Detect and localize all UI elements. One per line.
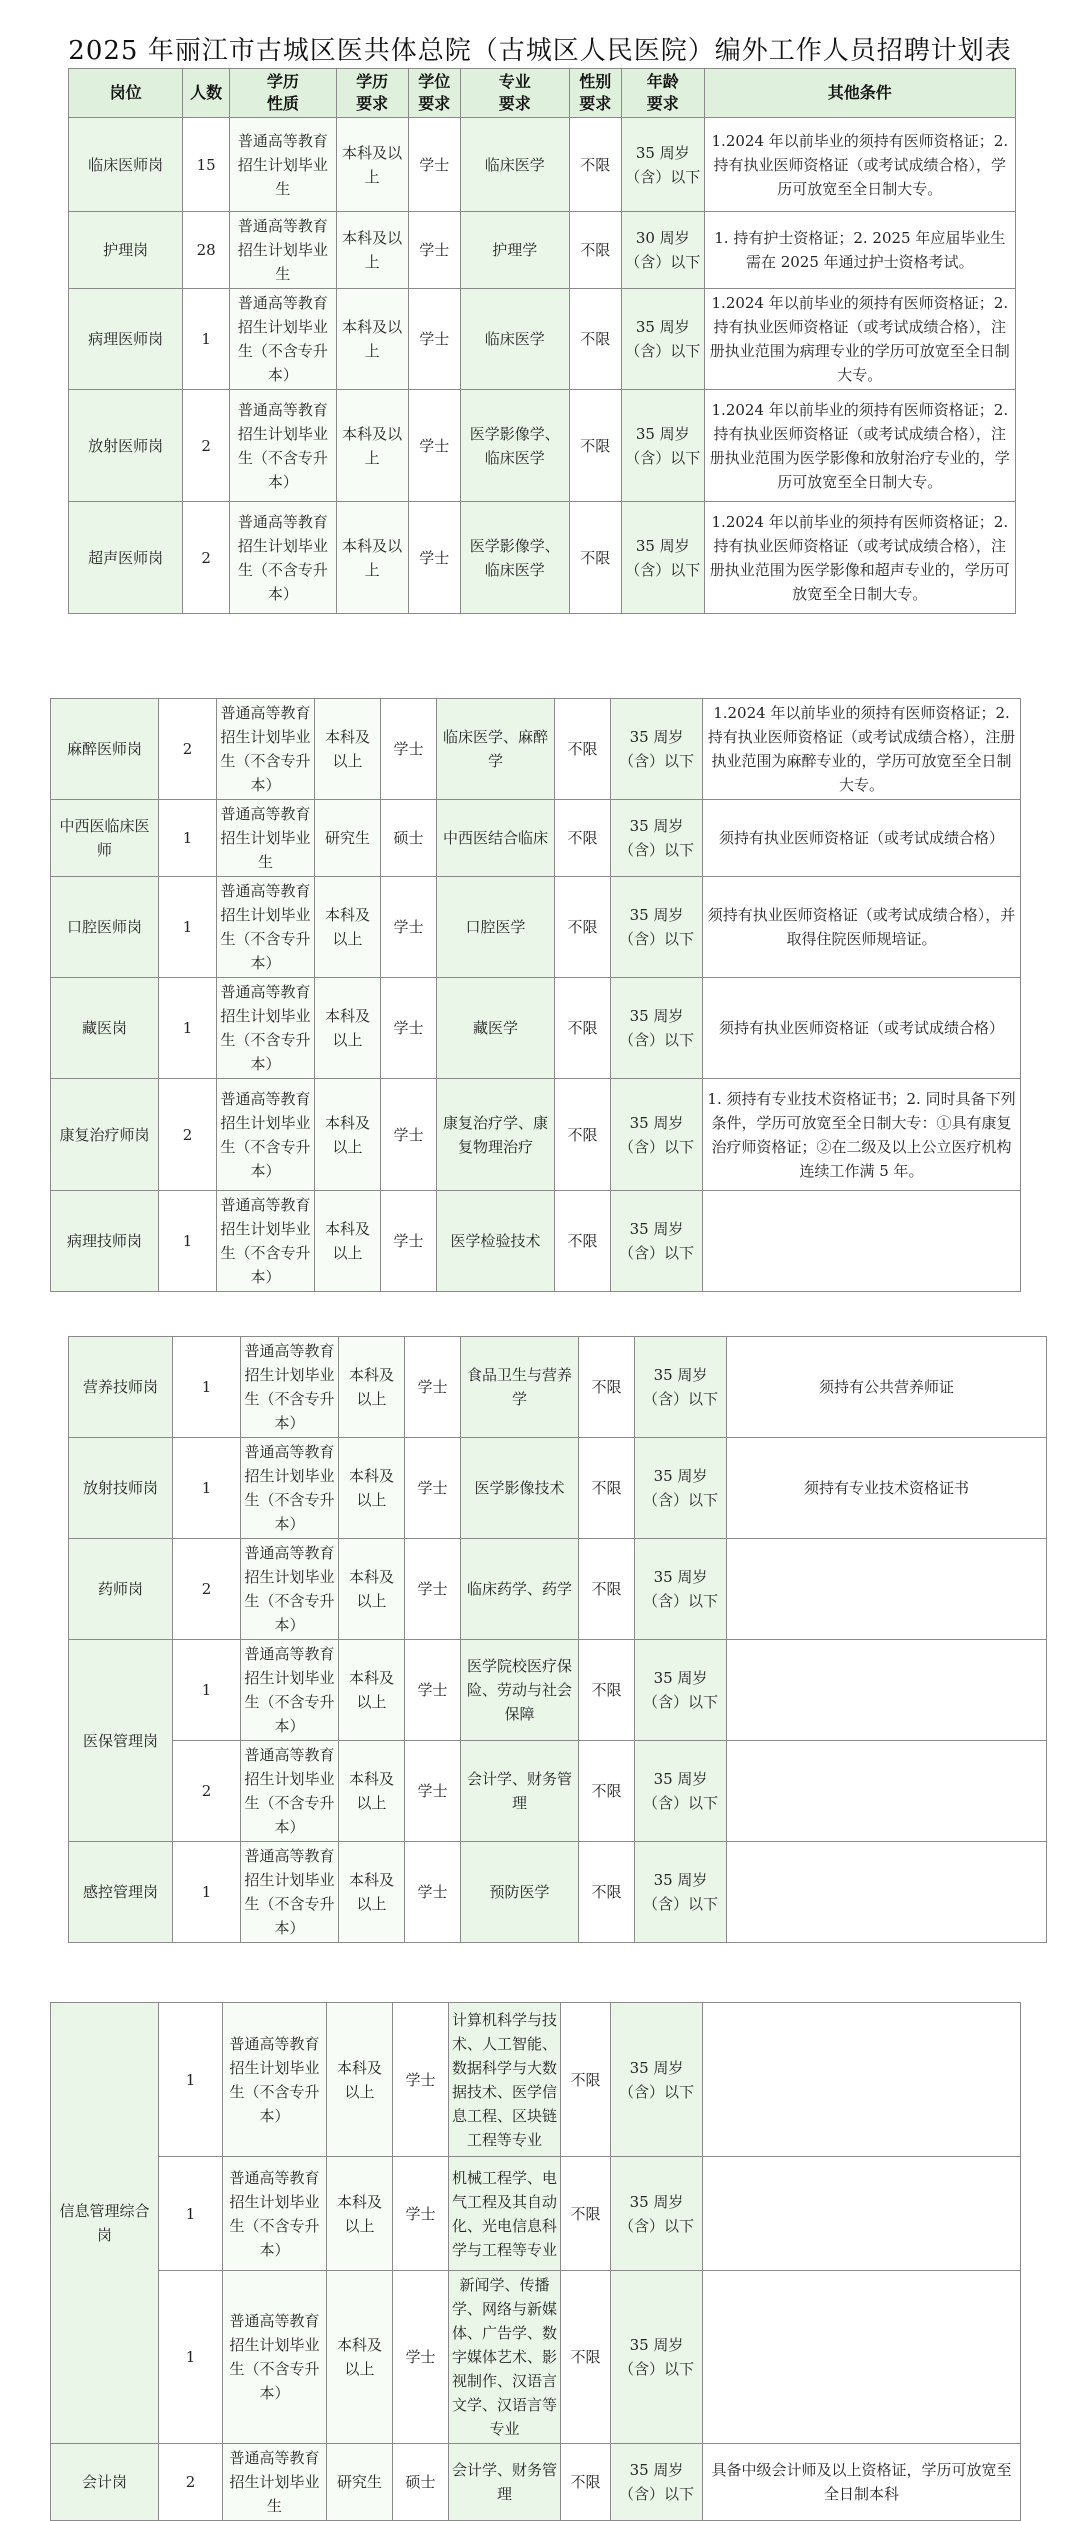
age-cell: 35 周岁（含）以下: [611, 1079, 703, 1191]
edu-nature-cell: 普通高等教育招生计划毕业生: [217, 800, 315, 877]
position-cell: 会计岗: [51, 2444, 159, 2521]
major-cell: 临床医学: [460, 118, 569, 212]
position-cell: 医保管理岗: [69, 1640, 173, 1842]
table-row: [51, 2003, 1021, 2157]
edu-nature-cell: 普通高等教育招生计划毕业生（不含专升本）: [217, 1079, 315, 1191]
age-cell: 35 周岁（含）以下: [611, 2444, 703, 2521]
count-cell: 1: [173, 1337, 241, 1438]
table-row: [69, 1337, 1047, 1438]
major-cell: 口腔医学: [437, 877, 555, 978]
degree-cell: 学士: [408, 212, 460, 289]
edu-req-cell: 本科及以上: [336, 212, 408, 289]
gender-cell: 不限: [561, 2271, 611, 2444]
degree-cell: 学士: [408, 118, 460, 212]
header-count: 人数: [183, 69, 230, 118]
gender-cell: 不限: [569, 118, 621, 212]
note-cell: 1.2024 年以前毕业的须持有医师资格证；2. 持有执业医师资格证（或考试成绩合格），注册执业范围为医学影像和放射治疗专业的，学历可放宽至全日制大专。: [704, 390, 1015, 502]
count-cell: 2: [173, 1539, 241, 1640]
edu-req-cell: 本科及以上: [315, 1079, 381, 1191]
major-cell: 医学影像学、临床医学: [460, 502, 569, 614]
header-position: 岗位: [69, 69, 183, 118]
count-cell: 2: [159, 1079, 217, 1191]
count-cell: 1: [173, 1640, 241, 1741]
note-cell: 须持有执业医师资格证（或考试成绩合格）: [703, 800, 1021, 877]
gender-cell: 不限: [569, 212, 621, 289]
degree-cell: 硕士: [393, 2444, 449, 2521]
table-row: [69, 289, 1016, 390]
edu-req-cell: 本科及以上: [315, 877, 381, 978]
edu-nature-cell: 普通高等教育招生计划毕业生（不含专升本）: [241, 1842, 339, 1943]
note-cell: 须持有执业医师资格证（或考试成绩合格）: [703, 978, 1021, 1079]
degree-cell: 学士: [408, 502, 460, 614]
position-cell: 病理技师岗: [51, 1191, 159, 1292]
recruitment-table-part-3: [68, 1336, 1047, 1943]
table-row: [51, 978, 1021, 1079]
gender-cell: 不限: [561, 2157, 611, 2271]
position-cell: 麻醉医师岗: [51, 699, 159, 800]
major-cell: 计算机科学与技术、人工智能、数据科学与大数据技术、医学信息工程、区块链工程等专业: [449, 2003, 561, 2157]
position-cell: 药师岗: [69, 1539, 173, 1640]
table-row: [69, 390, 1016, 502]
degree-cell: 学士: [405, 1438, 461, 1539]
age-cell: 35 周岁（含）以下: [611, 800, 703, 877]
count-cell: 2: [173, 1741, 241, 1842]
header-other: 其他条件: [704, 69, 1015, 118]
count-cell: 1: [173, 1438, 241, 1539]
degree-cell: 学士: [381, 1191, 437, 1292]
edu-nature-cell: 普通高等教育招生计划毕业生: [223, 2444, 327, 2521]
position-cell: 临床医师岗: [69, 118, 183, 212]
age-cell: 35 周岁（含）以下: [611, 2157, 703, 2271]
edu-nature-cell: 普通高等教育招生计划毕业生（不含专升本）: [217, 978, 315, 1079]
count-cell: 28: [183, 212, 230, 289]
major-cell: 新闻学、传播学、网络与新媒体、广告学、数字媒体艺术、影视制作、汉语言文学、汉语言等专业: [449, 2271, 561, 2444]
gender-cell: 不限: [579, 1741, 635, 1842]
position-cell: 放射技师岗: [69, 1438, 173, 1539]
major-cell: 食品卫生与营养学: [461, 1337, 579, 1438]
note-cell: [727, 1539, 1047, 1640]
page-title: 2025 年丽江市古城区医共体总院（古城区人民医院）编外工作人员招聘计划表: [68, 36, 1012, 66]
age-cell: 35 周岁（含）以下: [611, 877, 703, 978]
age-cell: 35 周岁（含）以下: [611, 978, 703, 1079]
edu-nature-cell: 普通高等教育招生计划毕业生（不含专升本）: [217, 1191, 315, 1292]
table-row: [51, 800, 1021, 877]
edu-req-cell: 本科及以上: [336, 289, 408, 390]
position-cell: 康复治疗师岗: [51, 1079, 159, 1191]
gender-cell: 不限: [569, 502, 621, 614]
degree-cell: 学士: [405, 1842, 461, 1943]
note-cell: [727, 1842, 1047, 1943]
age-cell: 35 周岁（含）以下: [621, 118, 704, 212]
gender-cell: 不限: [555, 1079, 611, 1191]
edu-nature-cell: 普通高等教育招生计划毕业生（不含专升本）: [223, 2271, 327, 2444]
edu-nature-cell: 普通高等教育招生计划毕业生（不含专升本）: [241, 1640, 339, 1741]
note-cell: 具备中级会计师及以上资格证，学历可放宽至全日制本科: [703, 2444, 1021, 2521]
table-row: [51, 699, 1021, 800]
degree-cell: 学士: [405, 1337, 461, 1438]
major-cell: 中西医结合临床: [437, 800, 555, 877]
degree-cell: 学士: [393, 2271, 449, 2444]
edu-req-cell: 本科及以上: [339, 1640, 405, 1741]
position-cell: 藏医岗: [51, 978, 159, 1079]
table-header-row: [69, 69, 1016, 118]
gender-cell: 不限: [579, 1337, 635, 1438]
count-cell: 2: [183, 502, 230, 614]
count-cell: 2: [183, 390, 230, 502]
edu-req-cell: 本科及以上: [336, 390, 408, 502]
major-cell: 医学检验技术: [437, 1191, 555, 1292]
position-cell: 病理医师岗: [69, 289, 183, 390]
gender-cell: 不限: [569, 390, 621, 502]
age-cell: 35 周岁（含）以下: [635, 1640, 727, 1741]
table-row: [51, 877, 1021, 978]
table-row: [51, 2157, 1021, 2271]
edu-req-cell: 本科及以上: [336, 118, 408, 212]
table-row: [69, 1741, 1047, 1842]
header-age-req: 年龄 要求: [621, 69, 704, 118]
edu-nature-cell: 普通高等教育招生计划毕业生（不含专升本）: [241, 1337, 339, 1438]
gender-cell: 不限: [579, 1640, 635, 1741]
note-cell: [703, 2271, 1021, 2444]
major-cell: 机械工程学、电气工程及其自动化、光电信息科学与工程等专业: [449, 2157, 561, 2271]
edu-nature-cell: 普通高等教育招生计划毕业生（不含专升本）: [223, 2157, 327, 2271]
age-cell: 35 周岁（含）以下: [635, 1337, 727, 1438]
major-cell: 医学影像技术: [461, 1438, 579, 1539]
edu-req-cell: 本科及以上: [315, 978, 381, 1079]
edu-nature-cell: 普通高等教育招生计划毕业生（不含专升本）: [230, 289, 337, 390]
age-cell: 35 周岁（含）以下: [635, 1842, 727, 1943]
note-cell: 1.2024 年以前毕业的须持有医师资格证；2. 持有执业医师资格证（或考试成绩合格），学历可放宽至全日制大专。: [704, 118, 1015, 212]
degree-cell: 学士: [405, 1539, 461, 1640]
degree-cell: 学士: [393, 2157, 449, 2271]
major-cell: 医学院校医疗保险、劳动与社会保障: [461, 1640, 579, 1741]
edu-req-cell: 本科及以上: [339, 1842, 405, 1943]
edu-nature-cell: 普通高等教育招生计划毕业生（不含专升本）: [241, 1741, 339, 1842]
note-cell: 须持有专业技术资格证书: [727, 1438, 1047, 1539]
edu-req-cell: 本科及以上: [315, 1191, 381, 1292]
position-cell: 营养技师岗: [69, 1337, 173, 1438]
degree-cell: 学士: [405, 1741, 461, 1842]
major-cell: 医学影像学、临床医学: [460, 390, 569, 502]
major-cell: 临床医学: [460, 289, 569, 390]
gender-cell: 不限: [561, 2444, 611, 2521]
major-cell: 护理学: [460, 212, 569, 289]
count-cell: 1: [159, 2003, 223, 2157]
edu-nature-cell: 普通高等教育招生计划毕业生: [230, 118, 337, 212]
age-cell: 35 周岁（含）以下: [621, 289, 704, 390]
gender-cell: 不限: [569, 289, 621, 390]
edu-req-cell: 本科及以上: [339, 1438, 405, 1539]
age-cell: 35 周岁（含）以下: [621, 390, 704, 502]
table-row: [69, 1438, 1047, 1539]
table-row: [69, 212, 1016, 289]
major-cell: 预防医学: [461, 1842, 579, 1943]
degree-cell: 学士: [405, 1640, 461, 1741]
note-cell: 1.2024 年以前毕业的须持有医师资格证；2. 持有执业医师资格证（或考试成绩合格），注册执业范围为医学影像和超声专业的，学历可放宽至全日制大专。: [704, 502, 1015, 614]
gender-cell: 不限: [555, 800, 611, 877]
gender-cell: 不限: [555, 877, 611, 978]
note-cell: [703, 1191, 1021, 1292]
major-cell: 会计学、财务管理: [449, 2444, 561, 2521]
edu-nature-cell: 普通高等教育招生计划毕业生（不含专升本）: [223, 2003, 327, 2157]
note-cell: [727, 1741, 1047, 1842]
table-row: [51, 2271, 1021, 2444]
degree-cell: 学士: [393, 2003, 449, 2157]
recruitment-table-part-1: [68, 68, 1016, 614]
edu-req-cell: 本科及以上: [339, 1539, 405, 1640]
count-cell: 1: [159, 2271, 223, 2444]
degree-cell: 学士: [408, 390, 460, 502]
count-cell: 2: [159, 2444, 223, 2521]
count-cell: 1: [159, 978, 217, 1079]
degree-cell: 学士: [381, 699, 437, 800]
degree-cell: 硕士: [381, 800, 437, 877]
edu-nature-cell: 普通高等教育招生计划毕业生（不含专升本）: [241, 1539, 339, 1640]
gender-cell: 不限: [561, 2003, 611, 2157]
count-cell: 15: [183, 118, 230, 212]
major-cell: 藏医学: [437, 978, 555, 1079]
count-cell: 1: [159, 877, 217, 978]
count-cell: 1: [159, 1191, 217, 1292]
note-cell: 1.2024 年以前毕业的须持有医师资格证；2. 持有执业医师资格证（或考试成绩合格），注册执业范围为病理专业的学历可放宽至全日制大专。: [704, 289, 1015, 390]
table-row: [69, 1640, 1047, 1741]
age-cell: 30 周岁（含）以下: [621, 212, 704, 289]
edu-req-cell: 研究生: [327, 2444, 393, 2521]
degree-cell: 学士: [408, 289, 460, 390]
recruitment-table-part-4: [50, 2002, 1021, 2521]
edu-req-cell: 本科及以上: [327, 2157, 393, 2271]
gender-cell: 不限: [555, 699, 611, 800]
table-row: [51, 2444, 1021, 2521]
position-cell: 中西医临床医师: [51, 800, 159, 877]
age-cell: 35 周岁（含）以下: [635, 1438, 727, 1539]
age-cell: 35 周岁（含）以下: [611, 2003, 703, 2157]
major-cell: 康复治疗学、康复物理治疗: [437, 1079, 555, 1191]
edu-nature-cell: 普通高等教育招生计划毕业生（不含专升本）: [217, 699, 315, 800]
note-cell: 须持有执业医师资格证（或考试成绩合格），并取得住院医师规培证。: [703, 877, 1021, 978]
count-cell: 1: [159, 800, 217, 877]
edu-req-cell: 本科及以上: [339, 1337, 405, 1438]
position-cell: 超声医师岗: [69, 502, 183, 614]
table-row: [51, 1191, 1021, 1292]
table-row: [69, 1539, 1047, 1640]
table-row: [69, 118, 1016, 212]
position-cell: 口腔医师岗: [51, 877, 159, 978]
major-cell: 临床医学、麻醉学: [437, 699, 555, 800]
header-edu-req: 学历 要求: [336, 69, 408, 118]
position-cell: 感控管理岗: [69, 1842, 173, 1943]
position-cell: 护理岗: [69, 212, 183, 289]
edu-nature-cell: 普通高等教育招生计划毕业生（不含专升本）: [230, 502, 337, 614]
age-cell: 35 周岁（含）以下: [611, 1191, 703, 1292]
age-cell: 35 周岁（含）以下: [635, 1539, 727, 1640]
gender-cell: 不限: [555, 1191, 611, 1292]
position-cell: 放射医师岗: [69, 390, 183, 502]
edu-nature-cell: 普通高等教育招生计划毕业生（不含专升本）: [241, 1438, 339, 1539]
age-cell: 35 周岁（含）以下: [611, 699, 703, 800]
edu-req-cell: 本科及以上: [339, 1741, 405, 1842]
degree-cell: 学士: [381, 877, 437, 978]
degree-cell: 学士: [381, 978, 437, 1079]
note-cell: [703, 2003, 1021, 2157]
gender-cell: 不限: [579, 1539, 635, 1640]
age-cell: 35 周岁（含）以下: [635, 1741, 727, 1842]
count-cell: 1: [183, 289, 230, 390]
edu-req-cell: 本科及以上: [315, 699, 381, 800]
note-cell: 1. 持有护士资格证；2. 2025 年应届毕业生需在 2025 年通过护士资格考试。: [704, 212, 1015, 289]
note-cell: 须持有公共营养师证: [727, 1337, 1047, 1438]
gender-cell: 不限: [555, 978, 611, 1079]
table-row: [69, 1842, 1047, 1943]
count-cell: 2: [159, 699, 217, 800]
gender-cell: 不限: [579, 1438, 635, 1539]
major-cell: 临床药学、药学: [461, 1539, 579, 1640]
degree-cell: 学士: [381, 1079, 437, 1191]
count-cell: 1: [173, 1842, 241, 1943]
edu-req-cell: 本科及以上: [327, 2003, 393, 2157]
recruitment-table-part-2: [50, 698, 1021, 1292]
header-edu-nature: 学历 性质: [230, 69, 337, 118]
edu-nature-cell: 普通高等教育招生计划毕业生（不含专升本）: [217, 877, 315, 978]
edu-nature-cell: 普通高等教育招生计划毕业生（不含专升本）: [230, 390, 337, 502]
count-cell: 1: [159, 2157, 223, 2271]
header-major-req: 专业 要求: [460, 69, 569, 118]
header-gender-req: 性别 要求: [569, 69, 621, 118]
edu-req-cell: 本科及以上: [327, 2271, 393, 2444]
edu-nature-cell: 普通高等教育招生计划毕业生: [230, 212, 337, 289]
note-cell: [703, 2157, 1021, 2271]
edu-req-cell: 研究生: [315, 800, 381, 877]
header-degree-req: 学位 要求: [408, 69, 460, 118]
note-cell: 1. 须持有专业技术资格证书；2. 同时具备下列条件，学历可放宽至全日制大专：①具有康复治疗师资格证；②在二级及以上公立医疗机构连续工作满 5 年。: [703, 1079, 1021, 1191]
edu-req-cell: 本科及以上: [336, 502, 408, 614]
age-cell: 35 周岁（含）以下: [621, 502, 704, 614]
note-cell: 1.2024 年以前毕业的须持有医师资格证；2. 持有执业医师资格证（或考试成绩合格），注册执业范围为麻醉专业的，学历可放宽至全日制大专。: [703, 699, 1021, 800]
position-cell: 信息管理综合岗: [51, 2003, 159, 2444]
major-cell: 会计学、财务管理: [461, 1741, 579, 1842]
table-row: [69, 502, 1016, 614]
age-cell: 35 周岁（含）以下: [611, 2271, 703, 2444]
note-cell: [727, 1640, 1047, 1741]
table-row: [51, 1079, 1021, 1191]
gender-cell: 不限: [579, 1842, 635, 1943]
